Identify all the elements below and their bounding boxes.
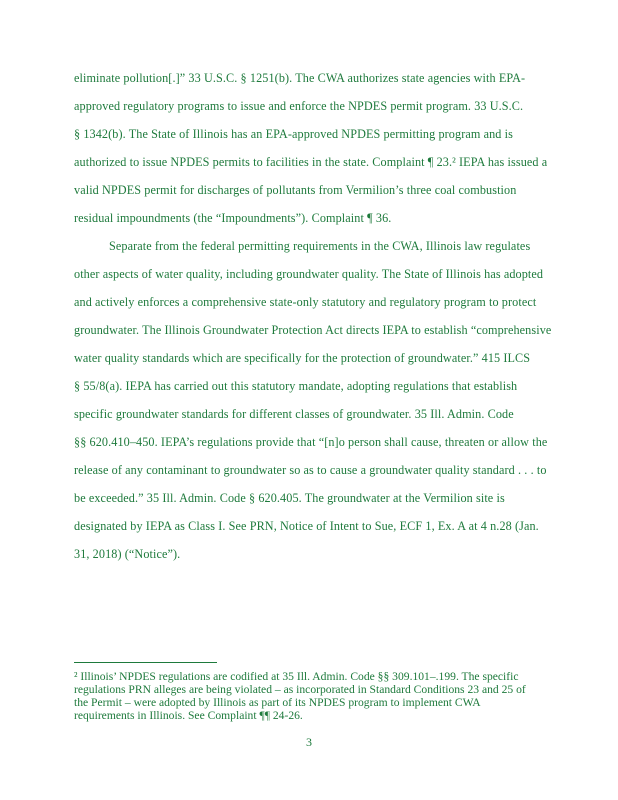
body-line: other aspects of water quality, including groundwater quality. The State of Illinois has adopted: [74, 267, 544, 281]
page-number: 3: [306, 735, 312, 749]
body-line: groundwater. The Illinois Groundwater Protection Act directs IEPA to establish “comprehensive: [74, 323, 552, 337]
footnote-line: ² Illinois’ NPDES regulations are codified at 35 Ill. Admin. Code §§ 309.101–.199. The specific: [74, 670, 519, 683]
body-line: designated by IEPA as Class I. See PRN, Notice of Intent to Sue, ECF 1, Ex. A at 4 n.28 (Jan.: [74, 519, 539, 533]
footnote-line: requirements in Illinois. See Complaint ¶¶ 24-26.: [74, 709, 303, 722]
body-line: release of any contaminant to groundwater so as to cause a groundwater quality standard . . . to: [74, 463, 547, 477]
body-line: be exceeded.” 35 Ill. Admin. Code § 620.405. The groundwater at the Vermilion site is: [74, 491, 505, 505]
footnote-line: regulations PRN alleges are being violated – as incorporated in Standard Conditions 23 and 25 of: [74, 683, 526, 696]
body-line: authorized to issue NPDES permits to facilities in the state. Complaint ¶ 23.² IEPA has issued a: [74, 155, 548, 169]
body-line: water quality standards which are specifically for the protection of groundwater.” 415 ILCS: [74, 351, 531, 365]
body-line: §§ 620.410–450. IEPA’s regulations provide that “[n]o person shall cause, threaten or allow the: [74, 435, 548, 449]
footnote-line: the Permit – were adopted by Illinois as part of its NPDES program to implement CWA: [74, 696, 481, 709]
body-line: approved regulatory programs to issue and enforce the NPDES permit program. 33 U.S.C.: [74, 99, 524, 113]
paragraph-first-line: Separate from the federal permitting requirements in the CWA, Illinois law regulates: [109, 239, 531, 253]
body-line: and actively enforces a comprehensive state-only statutory and regulatory program to protect: [74, 295, 537, 309]
body-line: 31, 2018) (“Notice”).: [74, 547, 181, 561]
body-line: residual impoundments (the “Impoundments”). Complaint ¶ 36.: [74, 211, 392, 225]
body-line: § 1342(b). The State of Illinois has an EPA-approved NPDES permitting program and is: [74, 127, 513, 141]
body-line: specific groundwater standards for different classes of groundwater. 35 Ill. Admin. Code: [74, 407, 514, 421]
body-line: eliminate pollution[.]” 33 U.S.C. § 1251(b). The CWA authorizes state agencies with EPA-: [74, 71, 526, 85]
footnote-separator: [74, 662, 217, 663]
body-line: § 55/8(a). IEPA has carried out this statutory mandate, adopting regulations that establish: [74, 379, 518, 393]
body-line: valid NPDES permit for discharges of pollutants from Vermilion’s three coal combustion: [74, 183, 517, 197]
